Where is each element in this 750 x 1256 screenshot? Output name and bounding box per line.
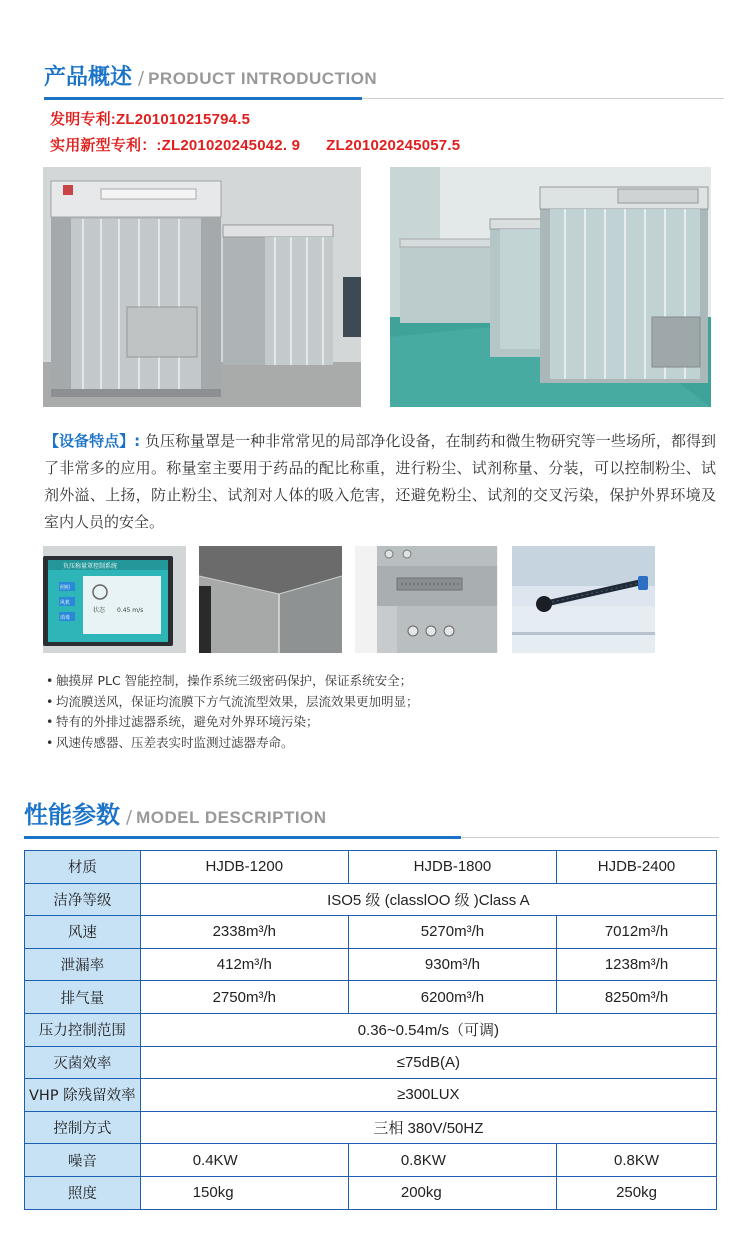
- utility-patent-2: ZL201020245057.5: [326, 137, 461, 154]
- screen-status-label: 状态: [93, 607, 106, 614]
- table-row: [25, 1079, 717, 1112]
- row-label: 压力控制范围: [25, 1013, 141, 1046]
- table-cell: 200kg: [348, 1176, 556, 1209]
- row-label: 洁净等级: [25, 883, 141, 916]
- list-item: • 触摸屏 PLC 智能控制，操作系统三级密码保护，保证系统安全；: [46, 671, 686, 692]
- table-cell: 0.8KW: [348, 1144, 556, 1177]
- table-row: [25, 981, 717, 1014]
- table-cell: 150kg: [140, 1176, 348, 1209]
- row-label: 噪音: [25, 1144, 141, 1177]
- table-cell: 0.8KW: [557, 1144, 717, 1177]
- table-row: [25, 851, 717, 884]
- table-cell: 0.36~0.54m/s（可调): [140, 1013, 716, 1046]
- table-cell: 三相 380V/50HZ: [140, 1111, 716, 1144]
- touchscreen-illustration: [43, 546, 186, 653]
- utility-patents: [50, 134, 460, 155]
- table-row: [25, 948, 717, 981]
- section-title-cn: 产品概述: [44, 65, 133, 90]
- row-label: 控制方式: [25, 1111, 141, 1144]
- section-title-en: MODEL DESCRIPTION: [136, 808, 327, 827]
- cleanroom-booths-illustration: [390, 167, 711, 407]
- thumbnail-wind-sensor: [512, 546, 655, 653]
- table-row: [25, 916, 717, 949]
- table-row: [25, 1176, 717, 1209]
- table-cell: HJDB-1200: [140, 851, 348, 884]
- table-cell: 412m³/h: [140, 948, 348, 981]
- table-cell: 5270m³/h: [348, 916, 556, 949]
- list-item: • 风速传感器、压差表实时监测过滤器寿命。: [46, 733, 686, 754]
- row-label: 泄漏率: [25, 948, 141, 981]
- table-row: [25, 1144, 717, 1177]
- table-row: [25, 1013, 717, 1046]
- weighing-booth-illustration: [43, 167, 361, 407]
- table-cell: 7012m³/h: [557, 916, 717, 949]
- row-label: VHP 除残留效率: [25, 1079, 141, 1112]
- screen-button-fan: 风机: [60, 600, 71, 606]
- thumbnail-hood-front: [355, 546, 498, 653]
- feature-bullets: [46, 671, 686, 753]
- table-cell: 1238m³/h: [557, 948, 717, 981]
- list-item: • 均流膜送风，保证均流膜下方气流流型效果，层流效果更加明显；: [46, 692, 686, 713]
- table-cell: 930m³/h: [348, 948, 556, 981]
- heading-rule-accent: [24, 836, 461, 839]
- section-heading-model-description: [24, 795, 719, 830]
- row-label: 材质: [25, 851, 141, 884]
- section-title-en: PRODUCT INTRODUCTION: [148, 69, 378, 88]
- screen-button-light: 照明: [60, 585, 71, 591]
- invention-patent: 发明专利:ZL201010215794.5: [50, 111, 251, 128]
- interior-corner-illustration: [199, 546, 342, 653]
- utility-patent-1: 实用新型专利：:ZL201020245042. 9: [50, 137, 301, 154]
- list-item: • 特有的外排过滤器系统，避免对外界环境污染；: [46, 712, 686, 733]
- table-cell: HJDB-2400: [557, 851, 717, 884]
- wind-sensor-illustration: [512, 546, 655, 653]
- row-label: 排气量: [25, 981, 141, 1014]
- table-cell: ≥300LUX: [140, 1079, 716, 1112]
- table-cell: 8250m³/h: [557, 981, 717, 1014]
- heading-rule-accent: [44, 97, 362, 100]
- product-photo-cleanroom-installation: [390, 167, 711, 407]
- table-row: [25, 1111, 717, 1144]
- screen-button-sterilize: 消毒: [60, 615, 71, 621]
- product-photo-weighing-booths: [43, 167, 361, 407]
- row-label: 照度: [25, 1176, 141, 1209]
- thumbnail-interior-corner: [199, 546, 342, 653]
- feature-body: 负压称量罩是一种非常常见的局部净化设备，在制药和微生物研究等一些场所，都得到了非常多的应用。称量室主要用于药品的配比称重，进行粉尘、试剂称量、分装，可以控制粉尘、试剂外溢、上扬，防止粉尘、试剂对人体的吸入危害，还避免粉尘、试剂的交叉污染，保护外界环境及室内人员的安全。: [44, 432, 716, 531]
- feature-description: [44, 428, 716, 536]
- table-cell: HJDB-1800: [348, 851, 556, 884]
- screen-title: 负压称量罩控制系统: [63, 563, 118, 570]
- section-heading-product-intro: [44, 60, 724, 91]
- hood-front-illustration: [355, 546, 498, 653]
- table-cell: ISO5 级 (classlOO 级 )Class A: [140, 883, 716, 916]
- table-row: [25, 1046, 717, 1079]
- feature-label: 【设备特点】:: [44, 432, 141, 450]
- table-cell: 0.4KW: [140, 1144, 348, 1177]
- section-title-separator: /: [138, 68, 145, 89]
- table-row: [25, 883, 717, 916]
- row-label: 灭菌效率: [25, 1046, 141, 1079]
- thumbnail-touchscreen: [43, 546, 186, 653]
- section-title-separator: /: [126, 807, 133, 828]
- table-cell: 6200m³/h: [348, 981, 556, 1014]
- screen-status-value: 0.45 m/s: [117, 607, 144, 614]
- table-cell: 250kg: [557, 1176, 717, 1209]
- table-cell: 2750m³/h: [140, 981, 348, 1014]
- spec-table: [24, 850, 717, 1210]
- row-label: 风速: [25, 916, 141, 949]
- table-cell: 2338m³/h: [140, 916, 348, 949]
- table-cell: ≤75dB(A): [140, 1046, 716, 1079]
- section-title-cn: 性能参数: [24, 801, 120, 829]
